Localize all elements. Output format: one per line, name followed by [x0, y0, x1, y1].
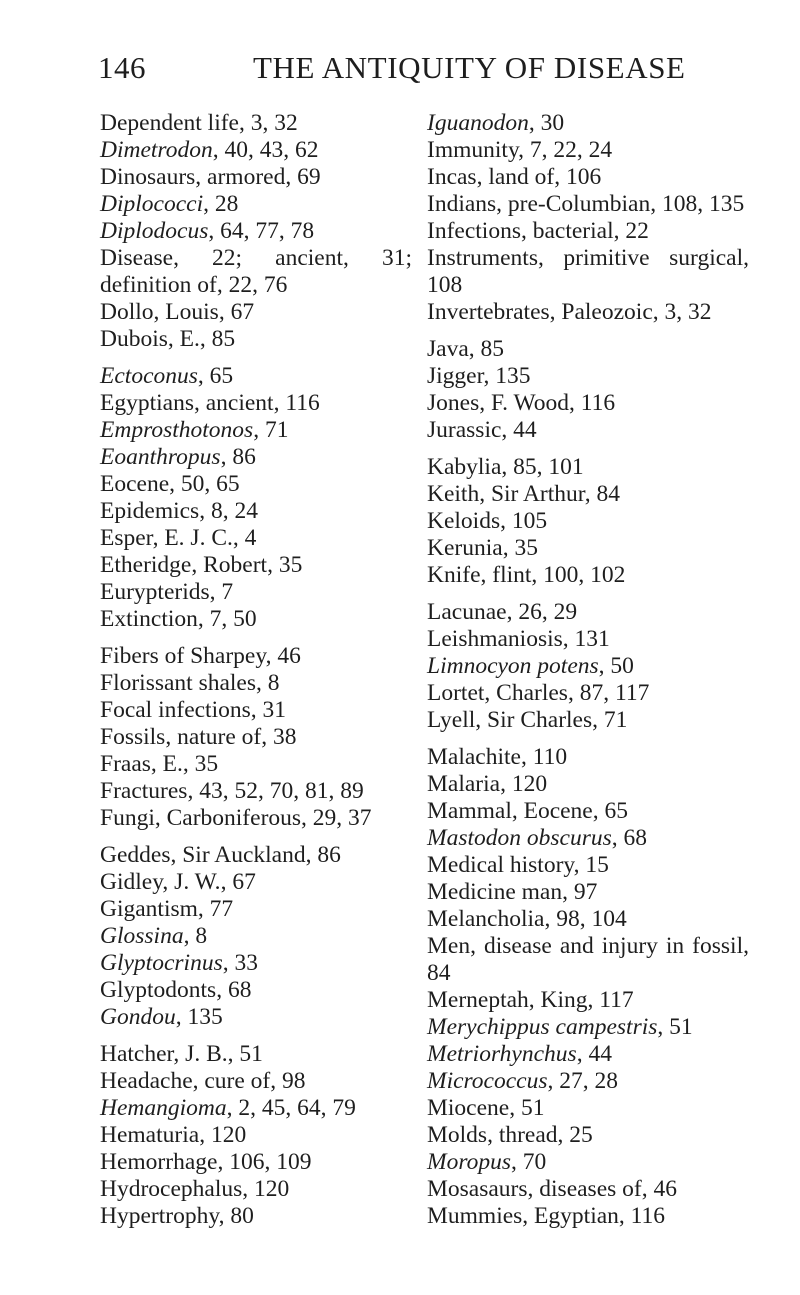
- index-term: Malachite: [427, 744, 521, 770]
- index-entry: [100, 579, 412, 606]
- index-entry: [427, 771, 749, 798]
- index-page-refs: , 105: [500, 508, 548, 534]
- index-term: Gidley, J. W.: [100, 869, 221, 895]
- index-page-refs: , 85: [199, 326, 236, 352]
- index-term: Glyptocrinus: [100, 950, 223, 976]
- index-entry: [427, 906, 749, 933]
- index-term: Gigantism: [100, 896, 198, 922]
- index-term: Kerunia: [427, 535, 503, 561]
- index-page-refs: , 65: [592, 798, 628, 824]
- index-term: Fraas, E.: [100, 751, 183, 777]
- index-entry: [427, 562, 749, 589]
- index-page-refs: , 106, 109: [217, 1149, 312, 1175]
- index-entry: [100, 923, 412, 950]
- index-entry: [100, 778, 412, 805]
- index-term: Fossils, nature of: [100, 724, 262, 750]
- index-entry: [427, 1095, 749, 1122]
- index-entry: [100, 363, 412, 390]
- index-term: Mammal, Eocene: [427, 798, 593, 824]
- index-entry: [100, 606, 412, 633]
- index-entry: [427, 680, 749, 707]
- index-term: Melancholia: [427, 906, 545, 932]
- index-entry: [100, 1095, 412, 1122]
- index-term: Glossina: [100, 923, 184, 949]
- index-term: Esper, E. J. C.: [100, 525, 233, 551]
- index-entry: [427, 1014, 749, 1041]
- index-page-refs: , 35: [182, 751, 219, 777]
- index-page-refs: , 26, 29: [506, 599, 578, 625]
- index-term: Miocene: [427, 1095, 510, 1121]
- index-entry: [100, 1041, 412, 1068]
- index-entry: [100, 1004, 412, 1031]
- index-term: Eocene: [100, 471, 170, 497]
- index-page-refs: , 85, 101: [501, 454, 584, 480]
- index-term: Headache, cure of: [100, 1068, 271, 1094]
- index-page-refs: , 106: [554, 164, 602, 190]
- index-term: Eoanthropus: [100, 444, 221, 470]
- index-entry: [100, 805, 412, 832]
- index-page-refs: , 35: [502, 535, 538, 561]
- index-entry: [100, 299, 412, 326]
- index-entry: [100, 869, 412, 896]
- index-term: Hypertrophy: [100, 1203, 219, 1229]
- index-page-refs: , 69: [285, 164, 321, 190]
- index-entry: [427, 191, 749, 218]
- index-page-refs: , 70: [511, 1149, 547, 1175]
- index-page-refs: , 38: [261, 724, 297, 750]
- index-term: Geddes, Sir Auckland: [100, 842, 306, 868]
- index-entry: [427, 744, 749, 771]
- index-entry: [100, 896, 412, 923]
- index-term: Eurypterids: [100, 579, 210, 605]
- index-entry: [427, 987, 749, 1014]
- index-entry: [427, 1068, 749, 1095]
- index-page-refs: , 51: [509, 1095, 545, 1121]
- index-page-refs: , 84: [584, 481, 620, 507]
- index-term: Keloids: [427, 508, 501, 534]
- index-term: Jigger: [427, 363, 484, 389]
- index-page-refs: , 97: [562, 879, 598, 905]
- index-term: Immunity: [427, 137, 519, 163]
- index-term: Jurassic: [427, 417, 502, 443]
- index-term: Fractures: [100, 778, 188, 804]
- index-term: Incas, land of: [427, 164, 555, 190]
- index-entry: [427, 299, 749, 326]
- index-page-refs: , 4: [232, 525, 257, 551]
- index-entry: [100, 164, 412, 191]
- index-term: Men, disease and injury in fossil: [427, 933, 744, 959]
- index-page-refs: , 86: [305, 842, 341, 868]
- index-term: Florissant shales: [100, 670, 257, 696]
- index-page-refs: , 3, 32: [238, 110, 298, 136]
- index-term: Egyptians, ancient: [100, 390, 274, 416]
- index-page-refs: , 67: [220, 869, 256, 895]
- index-term: Hatcher, J. B.: [100, 1041, 228, 1067]
- index-entry: [427, 110, 749, 137]
- index-page-refs: , 131: [562, 626, 610, 652]
- index-term: Lacunae: [427, 599, 507, 625]
- index-page-refs: , 33: [222, 950, 258, 976]
- index-page-refs: , 100, 102: [531, 562, 626, 588]
- index-entry: [100, 417, 412, 444]
- index-entry: [100, 1122, 412, 1149]
- index-entry: [100, 525, 412, 552]
- index-entry: [427, 417, 749, 444]
- index-entry: [100, 471, 412, 498]
- index-page-refs: , 80: [218, 1203, 254, 1229]
- index-page-refs: , 28: [203, 191, 239, 217]
- index-term: Micrococcus: [427, 1068, 548, 1094]
- index-term: Kabylia: [427, 454, 502, 480]
- index-term: Indians, pre-Columbian: [427, 191, 651, 217]
- index-term: Invertebrates, Paleozoic: [427, 299, 653, 325]
- index-page-refs: , 116: [618, 1203, 666, 1229]
- index-term: Instruments, primitive surgical: [427, 245, 744, 271]
- index-page-refs: , 8: [183, 923, 208, 949]
- index-term: Diplodocus: [100, 218, 209, 244]
- index-page-refs: , 68: [611, 825, 647, 851]
- index-entry: [427, 508, 749, 535]
- index-page-refs: , 46: [265, 643, 301, 669]
- index-term: Mummies, Egyptian: [427, 1203, 619, 1229]
- index-page-refs: , 120: [500, 771, 548, 797]
- index-entry: [427, 363, 749, 390]
- index-entry: [100, 1203, 412, 1230]
- index-entry: [427, 454, 749, 481]
- index-entry: [100, 724, 412, 751]
- index-entry: [100, 670, 412, 697]
- index-entry: [100, 751, 412, 778]
- index-page-refs: , 135: [175, 1004, 223, 1030]
- index-page-refs: , 7: [209, 579, 234, 605]
- index-term: Lyell, Sir Charles: [427, 707, 593, 733]
- index-term: Epidemics: [100, 498, 200, 524]
- index-term: Ectoconus: [100, 363, 198, 389]
- index-entry: [100, 218, 412, 245]
- index-entry: [427, 879, 749, 906]
- index-term: Disease: [100, 245, 174, 271]
- page-header: [0, 48, 800, 88]
- index-page-refs: , 65: [197, 363, 234, 389]
- index-page-refs: , 15: [573, 852, 609, 878]
- index-entry: [427, 1176, 749, 1203]
- index-entry: [427, 852, 749, 879]
- index-column-left: [100, 110, 412, 1230]
- index-column-right: [427, 110, 749, 1230]
- index-entry: [427, 798, 749, 825]
- index-term: Dinosaurs, armored: [100, 164, 286, 190]
- index-page-refs: , 116: [569, 390, 616, 416]
- page-number: 146: [98, 50, 146, 85]
- index-page-refs: , 27, 28: [547, 1068, 618, 1094]
- index-entry: [100, 1176, 412, 1203]
- index-page-refs: , 87, 117: [567, 680, 650, 706]
- index-term: Malaria: [427, 771, 501, 797]
- index-entry: [100, 643, 412, 670]
- index-entry: [100, 950, 412, 977]
- index-entry: [427, 1149, 749, 1176]
- index-entry: [100, 444, 412, 471]
- index-page-refs: , 25: [557, 1122, 593, 1148]
- index-page-refs: , 2, 45, 64, 79: [226, 1095, 356, 1121]
- index-page-refs: , 31: [250, 697, 287, 723]
- index-page-refs: , 71: [253, 417, 289, 443]
- index-page-refs: , 43, 52, 70, 81, 89: [187, 778, 364, 804]
- index-entry: [427, 707, 749, 734]
- index-term: Metriorhynchus: [427, 1041, 577, 1067]
- index-term: Emprosthotonos: [100, 417, 254, 443]
- index-entry: [100, 110, 412, 137]
- index-entry: [427, 1041, 749, 1068]
- index-term: Merychippus campestris: [427, 1014, 658, 1040]
- index-page-refs: , 98, 104: [544, 906, 627, 932]
- index-entry: [100, 245, 412, 299]
- index-page-refs: , 51: [657, 1014, 693, 1040]
- index-page-refs: , 120: [242, 1176, 290, 1202]
- index-page-refs: , 117: [587, 987, 634, 1013]
- index-entry: [427, 535, 749, 562]
- index-term: Hemorrhage: [100, 1149, 218, 1175]
- index-term: Fungi, Carboniferous: [100, 805, 302, 831]
- index-entry: [100, 842, 412, 869]
- index-entry: [427, 626, 749, 653]
- index-page-refs: , 7, 22, 24: [518, 137, 613, 163]
- index-entry: [100, 498, 412, 525]
- index-term: Hematuria: [100, 1122, 200, 1148]
- index-term: Focal infections: [100, 697, 251, 723]
- index-term: Leishmaniosis: [427, 626, 563, 652]
- index-term: Hemangioma: [100, 1095, 227, 1121]
- index-term: Extinction: [100, 606, 198, 632]
- index-entry: [427, 137, 749, 164]
- index-term: Fibers of Sharpey: [100, 643, 266, 669]
- index-page-refs: , 50, 65: [169, 471, 240, 497]
- running-head: THE ANTIQUITY OF DISEASE: [253, 50, 686, 85]
- index-entry: [100, 390, 412, 417]
- index-term: Limnocyon potens: [427, 653, 599, 679]
- index-page-refs: , 35: [267, 552, 303, 578]
- index-entry: [427, 390, 749, 417]
- index-page-refs: , 108: [427, 245, 749, 298]
- index-term: Knife, flint: [427, 562, 532, 588]
- index-page-refs: , 120: [199, 1122, 247, 1148]
- index-term: Diplococci: [100, 191, 204, 217]
- index-page-refs: , 67: [218, 299, 255, 325]
- index-term: Medical history: [427, 852, 574, 878]
- index-entry: [427, 336, 749, 363]
- index-entry: [427, 245, 749, 299]
- index-entry: [100, 1149, 412, 1176]
- index-page-refs: , 44: [576, 1041, 612, 1067]
- index-term: Mosasaurs, diseases of: [427, 1176, 642, 1202]
- index-term: Dollo, Louis: [100, 299, 219, 325]
- index-page-refs: , 110: [520, 744, 568, 770]
- index-term: Gondou: [100, 1004, 176, 1030]
- index-term: Dimetrodon: [100, 137, 213, 163]
- index-term: Medicine man: [427, 879, 563, 905]
- index-page-refs: , 84: [427, 933, 749, 986]
- index-page-refs: , 135: [483, 363, 531, 389]
- index-entry: [427, 653, 749, 680]
- index-entry: [100, 326, 412, 353]
- index-entry: [427, 599, 749, 626]
- index-page-refs: , 8, 24: [199, 498, 258, 524]
- index-entry: [427, 164, 749, 191]
- index-term: Dubois, E.: [100, 326, 200, 352]
- index-page-refs: , 30: [528, 110, 565, 136]
- index-page-refs: , 68: [216, 977, 252, 1003]
- index-page-refs: , 50: [598, 653, 634, 679]
- index-page-refs: , 108, 135: [650, 191, 745, 217]
- index-term: Moropus: [427, 1149, 511, 1175]
- index-page-refs: , 22; ancient, 31; definition of, 22, 76: [100, 245, 412, 298]
- index-entry: [100, 191, 412, 218]
- index-page-refs: , 22: [613, 218, 649, 244]
- index-term: Molds, thread: [427, 1122, 558, 1148]
- index-page-refs: , 3, 32: [652, 299, 712, 325]
- index-page-refs: , 51: [227, 1041, 263, 1067]
- index-term: Etheridge, Robert: [100, 552, 268, 578]
- index-page-refs: , 29, 37: [301, 805, 372, 831]
- index-page-refs: , 77: [197, 896, 234, 922]
- index-entry: [100, 697, 412, 724]
- index-term: Java: [427, 336, 469, 362]
- index-page-refs: , 7, 50: [197, 606, 257, 632]
- index-entry: [100, 552, 412, 579]
- index-term: Mastodon obscurus: [427, 825, 612, 851]
- index-entry: [427, 218, 749, 245]
- index-entry: [100, 1068, 412, 1095]
- index-term: Keith, Sir Arthur: [427, 481, 585, 507]
- index-term: Merneptah, King: [427, 987, 588, 1013]
- index-page-refs: , 64, 77, 78: [208, 218, 315, 244]
- index-page-refs: , 71: [592, 707, 628, 733]
- index-page-refs: , 86: [220, 444, 256, 470]
- index-term: Infections, bacterial: [427, 218, 614, 244]
- index-entry: [100, 977, 412, 1004]
- index-page-refs: , 85: [468, 336, 505, 362]
- index-entry: [427, 1203, 749, 1230]
- index-page-refs: , 40, 43, 62: [212, 137, 319, 163]
- index-term: Lortet, Charles: [427, 680, 568, 706]
- index-page-refs: , 46: [641, 1176, 677, 1202]
- index-entry: [427, 1122, 749, 1149]
- index-page-refs: , 98: [270, 1068, 306, 1094]
- index-page-refs: , 44: [501, 417, 537, 443]
- index-entry: [100, 137, 412, 164]
- index-term: Hydrocephalus: [100, 1176, 243, 1202]
- index-entry: [427, 481, 749, 508]
- index-page-refs: , 116: [273, 390, 320, 416]
- index-term: Dependent life: [100, 110, 239, 136]
- index-term: Jones, F. Wood: [427, 390, 570, 416]
- index-entry: [427, 825, 749, 852]
- index-entry: [427, 933, 749, 987]
- index-term: Glyptodonts: [100, 977, 217, 1003]
- index-page-refs: , 8: [256, 670, 280, 696]
- index-term: Iguanodon: [427, 110, 529, 136]
